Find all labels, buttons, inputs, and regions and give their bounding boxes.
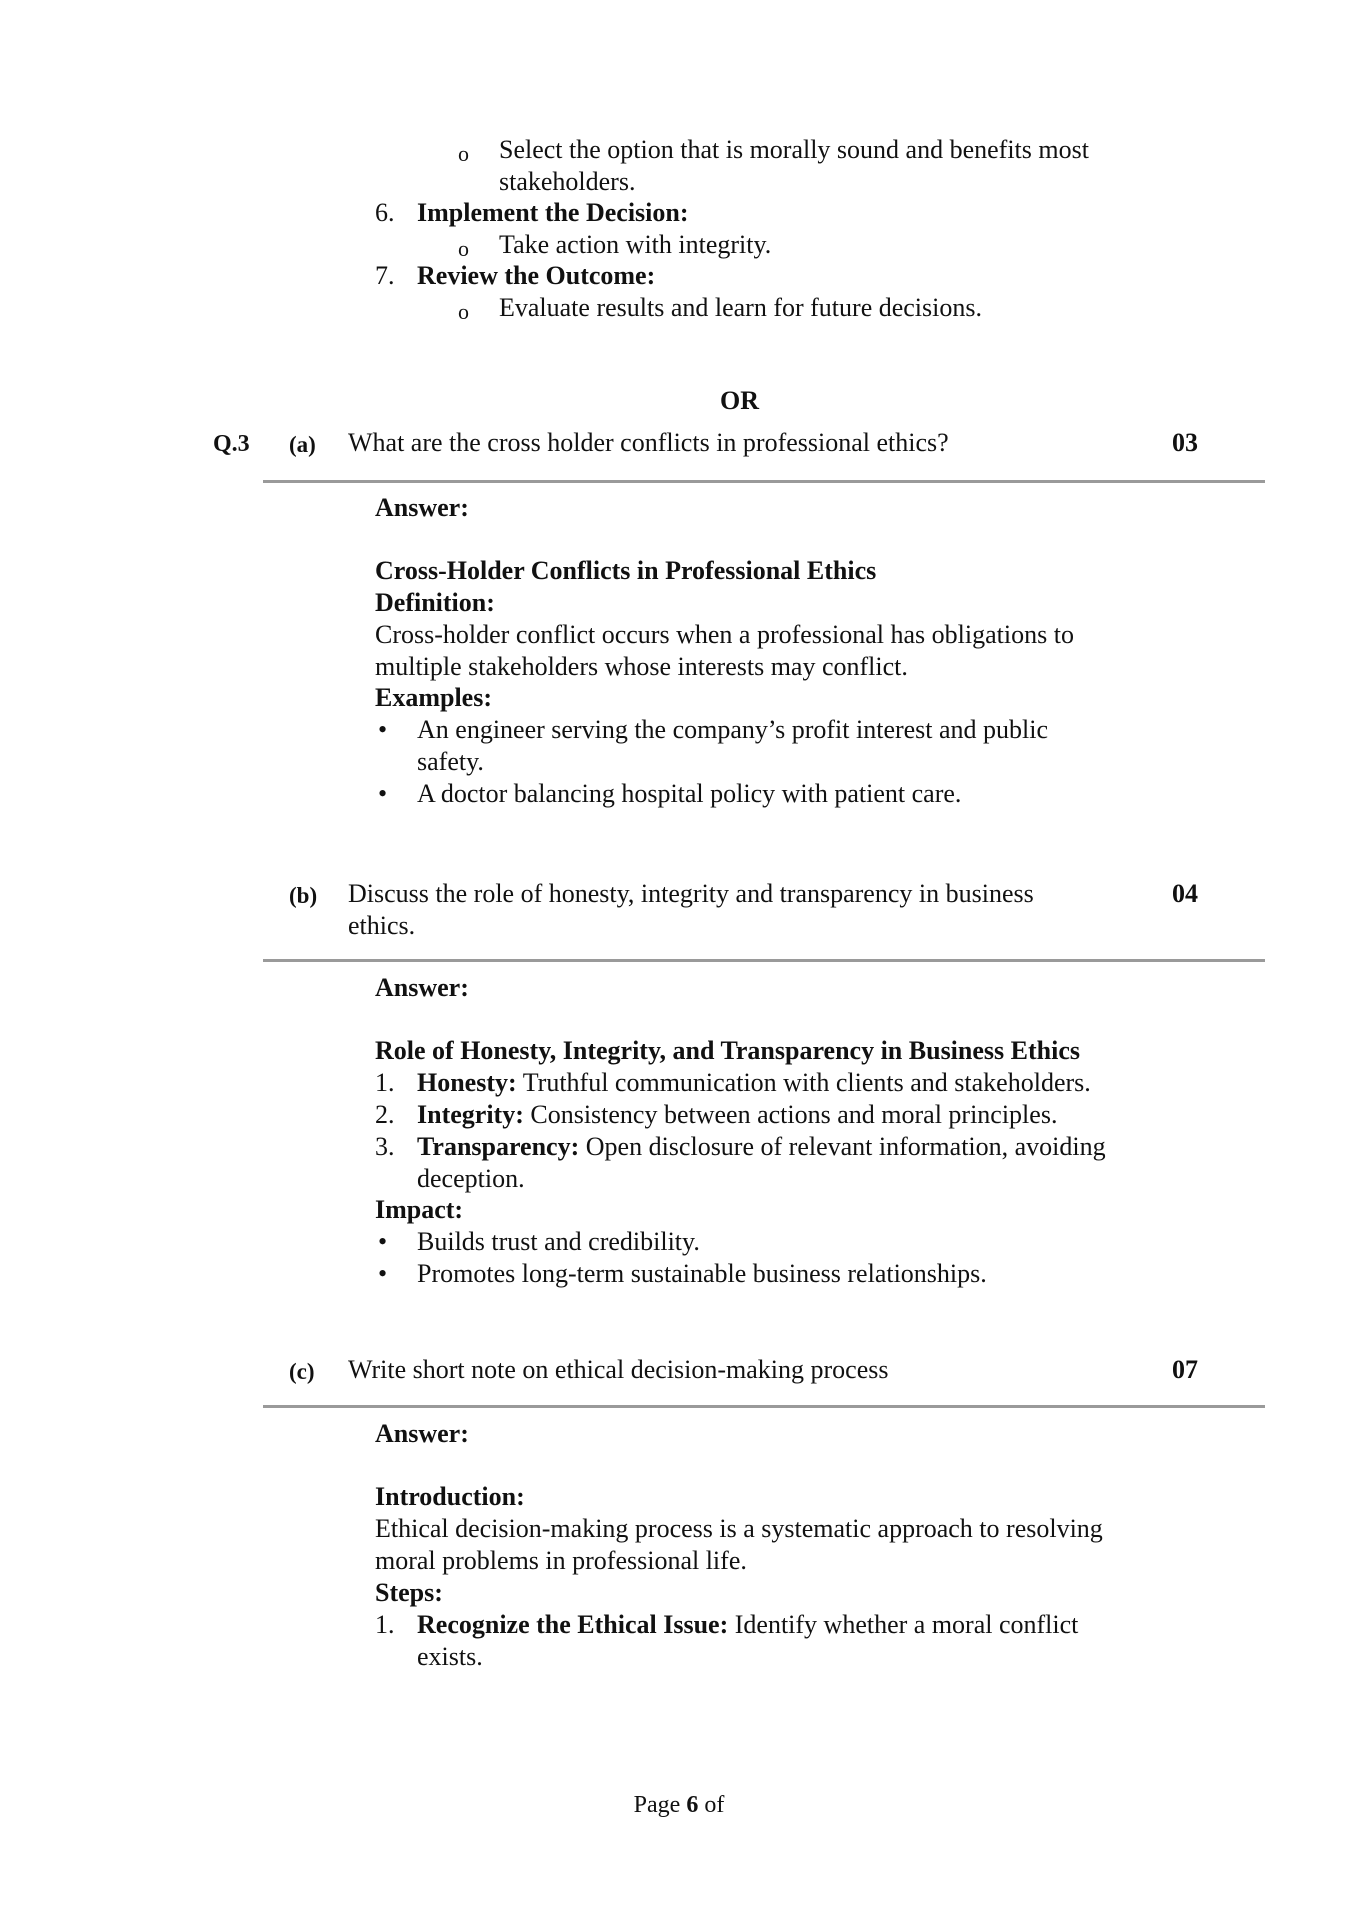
question-divider xyxy=(263,959,1265,962)
answer-label: Answer: xyxy=(375,1419,469,1448)
question-number: Q.3 xyxy=(213,431,250,457)
point-term: Transparency: xyxy=(417,1132,580,1161)
bullet-dot: • xyxy=(378,1259,388,1288)
page-number: 6 xyxy=(686,1792,699,1818)
point-term: Integrity: xyxy=(417,1100,524,1129)
point-term: Honesty: xyxy=(417,1068,517,1097)
steps-label: Steps: xyxy=(375,1578,443,1607)
answer-label: Answer: xyxy=(375,493,469,522)
impact-label: Impact: xyxy=(375,1195,464,1224)
step-7-title: Review the Outcome: xyxy=(417,261,656,290)
point-item xyxy=(417,1131,1106,1163)
definition-label: Definition: xyxy=(375,588,495,617)
question-divider xyxy=(263,480,1265,483)
introduction-text-line1: Ethical decision-making process is a systematic approach to resolving xyxy=(375,1514,1103,1543)
question-part-c-label: (c) xyxy=(289,1359,315,1384)
step-item xyxy=(417,1609,1078,1641)
definition-text-line2: multiple stakeholders whose interests may conflict. xyxy=(375,652,908,681)
step-6-number: 6. xyxy=(375,198,395,227)
step-text: Identify whether a moral conflict xyxy=(728,1610,1079,1639)
page-suffix: of xyxy=(698,1792,725,1818)
sub-bullet-marker: o xyxy=(458,299,469,324)
question-b-text-line2: ethics. xyxy=(348,911,416,940)
or-separator: OR xyxy=(720,386,759,415)
point-text: Truthful communication with clients and stakeholders. xyxy=(516,1068,1091,1097)
page-prefix: Page xyxy=(633,1792,687,1818)
question-part-a-label: (a) xyxy=(289,432,316,457)
step-item-line2: exists. xyxy=(417,1642,483,1671)
sub-bullet-marker: o xyxy=(458,141,469,166)
introduction-label: Introduction: xyxy=(375,1482,525,1511)
bullet-dot: • xyxy=(378,1227,388,1256)
example-item-line1: A doctor balancing hospital policy with patient care. xyxy=(417,779,962,808)
question-a-marks: 03 xyxy=(1172,428,1198,457)
step-7-number: 7. xyxy=(375,261,395,290)
question-part-b-label: (b) xyxy=(289,883,318,908)
question-b-text-line1: Discuss the role of honesty, integrity and transparency in business xyxy=(348,879,1034,908)
option-text-line2: stakeholders. xyxy=(499,167,636,196)
step-7-detail: Evaluate results and learn for future decisions. xyxy=(499,293,982,322)
impact-item: Builds trust and credibility. xyxy=(417,1227,700,1256)
question-c-text: Write short note on ethical decision-making process xyxy=(348,1355,889,1384)
step-6-detail: Take action with integrity. xyxy=(499,230,772,259)
point-number: 2. xyxy=(375,1100,395,1129)
point-item-line2: deception. xyxy=(417,1164,525,1193)
answer-label: Answer: xyxy=(375,973,469,1002)
sub-bullet-marker: o xyxy=(458,236,469,261)
examples-label: Examples: xyxy=(375,683,492,712)
page-footer xyxy=(0,1789,1358,1821)
step-term: Recognize the Ethical Issue: xyxy=(417,1610,729,1639)
step-number: 1. xyxy=(375,1610,395,1639)
impact-item: Promotes long-term sustainable business relationships. xyxy=(417,1259,987,1288)
option-text-line1: Select the option that is morally sound and benefits most xyxy=(499,135,1089,164)
point-number: 3. xyxy=(375,1132,395,1161)
bullet-dot: • xyxy=(378,779,388,808)
point-number: 1. xyxy=(375,1068,395,1097)
question-a-text: What are the cross holder conflicts in professional ethics? xyxy=(348,428,949,457)
answer-a-title: Cross-Holder Conflicts in Professional Ethics xyxy=(375,556,877,585)
point-item xyxy=(417,1067,1091,1099)
example-item-line1: An engineer serving the company’s profit interest and public xyxy=(417,715,1049,744)
step-6-title: Implement the Decision: xyxy=(417,198,689,227)
point-text: Consistency between actions and moral principles. xyxy=(523,1100,1058,1129)
question-c-marks: 07 xyxy=(1172,1355,1198,1384)
question-b-marks: 04 xyxy=(1172,879,1198,908)
example-item-line2: safety. xyxy=(417,747,484,776)
question-divider xyxy=(263,1405,1265,1408)
definition-text-line1: Cross-holder conflict occurs when a professional has obligations to xyxy=(375,620,1074,649)
point-text: Open disclosure of relevant information, avoiding xyxy=(579,1132,1106,1161)
introduction-text-line2: moral problems in professional life. xyxy=(375,1546,747,1575)
point-item xyxy=(417,1099,1057,1131)
bullet-dot: • xyxy=(378,715,388,744)
answer-b-title: Role of Honesty, Integrity, and Transparency in Business Ethics xyxy=(375,1036,1080,1065)
